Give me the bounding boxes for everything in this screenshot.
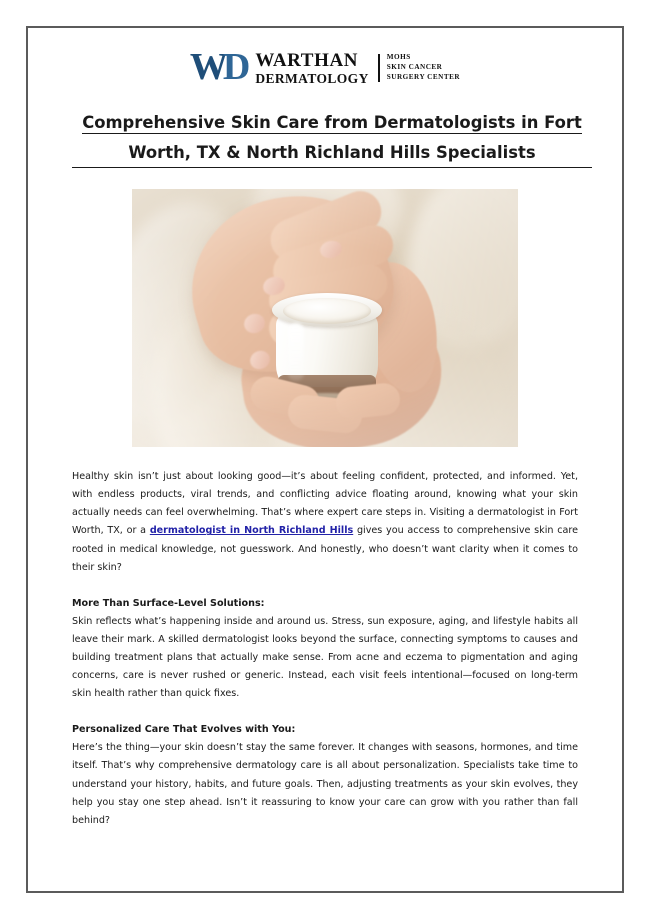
page-title-line-1: Comprehensive Skin Care from Dermatologists in Fort [82,113,582,132]
document-page [26,26,624,893]
brand-subtitle [387,53,460,82]
section-body-1: Skin reflects what’s happening inside and around us. Stress, sun exposure, aging, and lifestyle habits all leave their mark. A skilled dermatologist looks beyond the surface, connecting symptoms to causes and building treatment plans that actually make sense. From acne and eczema to pigmentation and aging concerns, care is never rushed or generic. Instead, each visit feels intentional—focused on long-term skin health rather than quick fixes. [72,615,578,700]
brand-name-bottom: DERMATOLOGY [255,70,369,86]
page-content [28,28,622,891]
north-richland-hills-dermatologist-link[interactable]: dermatologist in North Richland Hills [149,525,354,537]
article-body [72,468,578,830]
logo-divider [378,54,380,82]
brand-logo [72,40,578,96]
jar-highlight [288,323,304,381]
intro-text-part-1: Healthy skin isn’t just about looking good—it’s about feeling confident, protected, and informed. Yet, with endless products, viral trends, and conflicting advice floating around, knowing what your skin actually needs can feel overwhelming. That’s where expert care steps in. Visiting a dermatologist in Fort Worth, TX, or a [72,471,578,537]
brand-subtitle-line-1: MOHS [386,53,411,62]
page-title-line-2: Worth, TX & North Richland Hills Specialists [72,140,592,169]
brand-subtitle-line-3: SURGERY CENTER [386,72,461,81]
jar-cream [283,298,371,324]
section-heading-1: More Than Surface-Level Solutions: [72,597,265,609]
wd-monogram-icon: WD [189,46,246,88]
page-title [72,110,592,168]
brand-subtitle-line-2: SKIN CANCER [386,63,443,72]
paragraph-spacer [72,703,578,721]
finger [335,382,402,421]
cradling-fingers [250,375,400,439]
intro-paragraph [72,468,578,577]
hero-image [132,189,518,447]
intro-text-part-2: gives you access to comprehensive skin care rooted in medical knowledge, not guesswork. And honestly, who doesn’t want clarity when it comes to their skin? [72,525,578,573]
section-heading-2: Personalized Care That Evolves with You: [72,724,296,736]
section-body-2: Here’s the thing—your skin doesn’t stay the same forever. It changes with seasons, hormones, and time itself. That’s why comprehensive dermatology care is all about personalization. Specialists take time to understand your history, habits, and future goals. Then, adjusting treatments as your skin evolves, they help you stay one step ahead. Isn’t it reassuring to know your care can grow with you rather than fall behind? [72,742,578,826]
brand-name [255,51,368,86]
hero-image-photo [132,189,518,447]
paragraph-spacer [72,577,578,595]
brand-name-top: WARTHAN [255,49,359,71]
